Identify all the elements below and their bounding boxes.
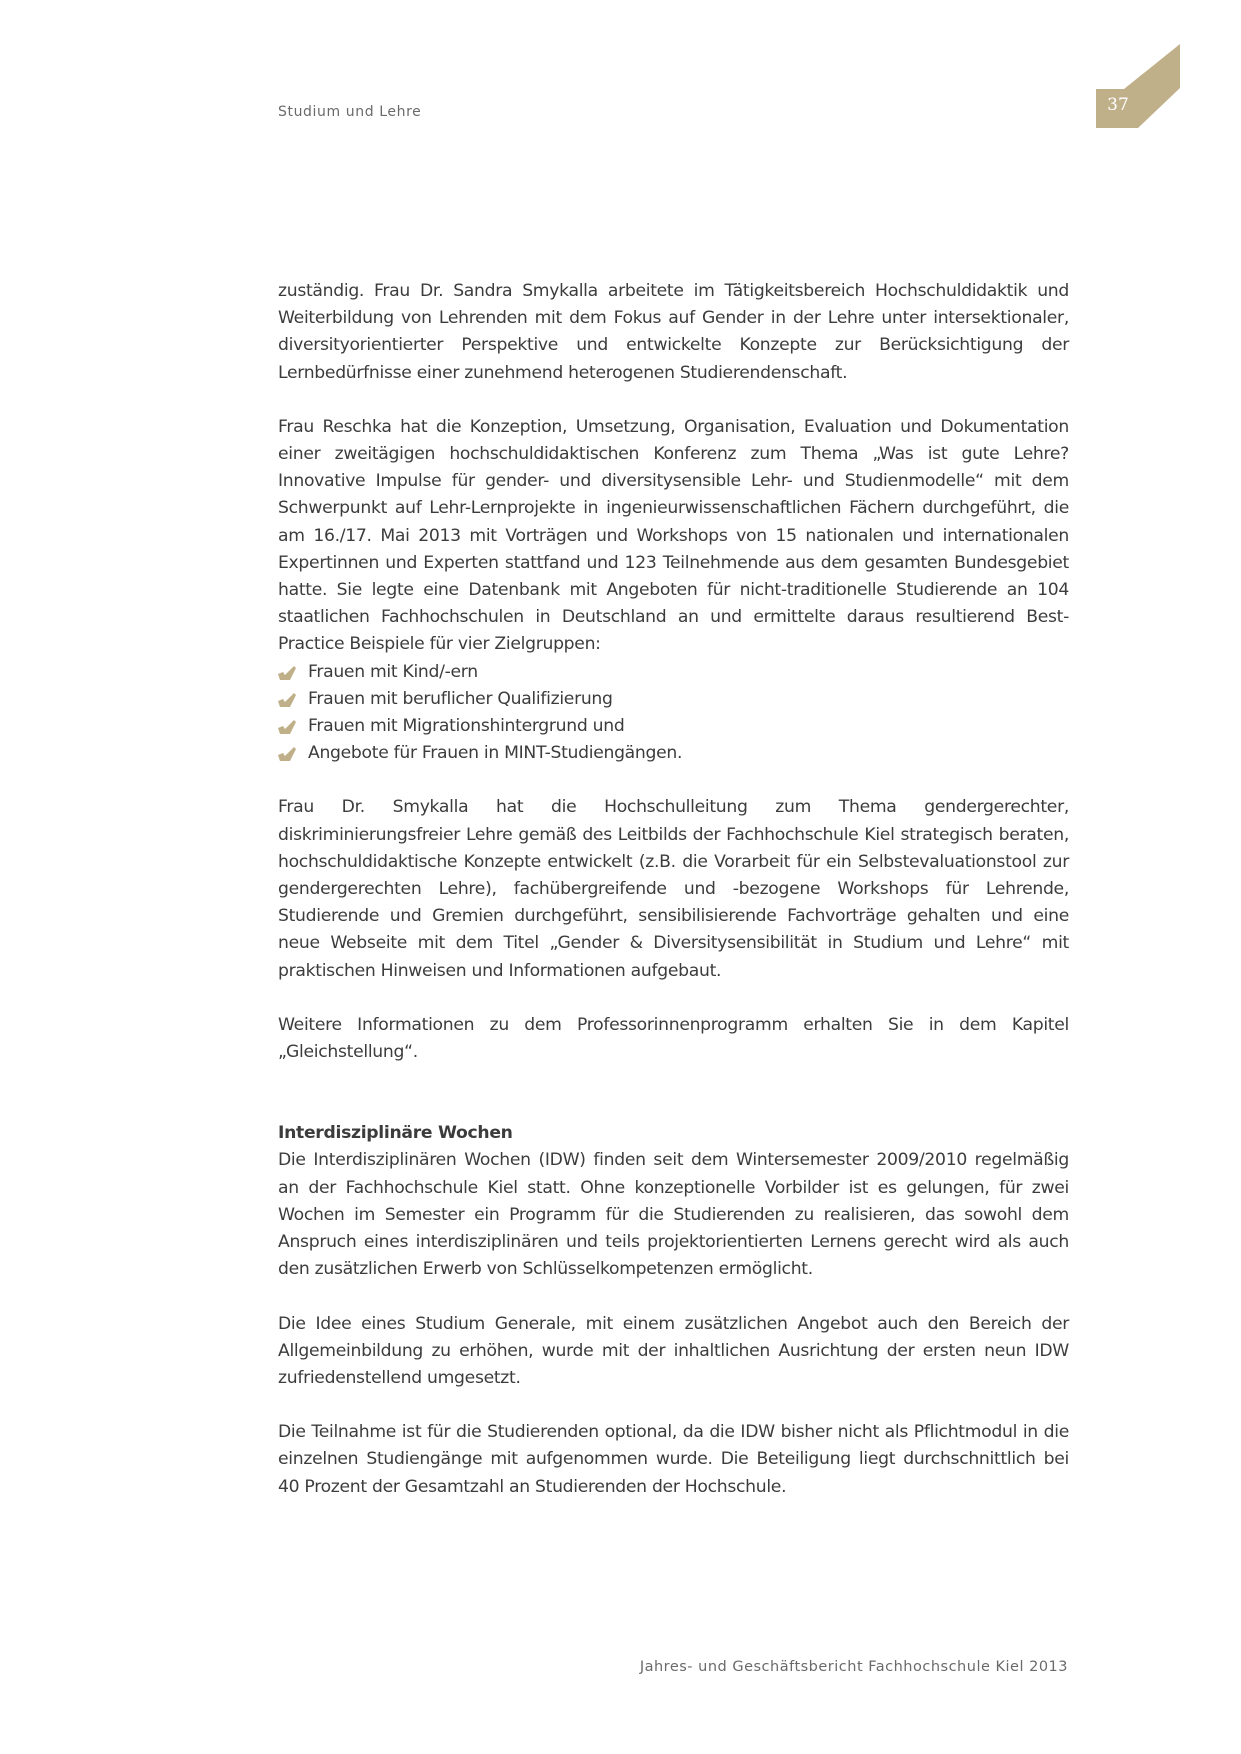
list-item bbox=[278, 713, 1069, 740]
list-item bbox=[278, 659, 1069, 686]
paragraph-2: Frau Reschka hat die Konzeption, Umsetzung, Organisation, Evaluation und Dokumentation einer zweitägigen hochschuldidaktischen Konferenz zum Thema „Was ist gute Lehre? Innovative Impulse für gender- und diversitysensible Lehr- und Studienmodelle“ mit dem Schwerpunkt auf Lehr-Lernprojekte in ingenieurwissenschaftlichen Fächern durchgeführt, die am 16./17. Mai 2013 mit Vorträgen und Workshops von 15 nationalen und internationalen Expertinnen und Experten stattfand und 123 Teilnehmende aus dem gesamten Bundesgebiet hatte. Sie legte eine Datenbank mit Angeboten für nicht-traditionelle Studierende an 104 staatlichen Fachhochschulen in Deutschland an und ermittelte daraus resultierend Best-Practice Beispiele für vier Zielgruppen: bbox=[278, 416, 1069, 655]
list-item-text: Frauen mit Migrationshintergrund und bbox=[308, 716, 625, 737]
list-item bbox=[278, 686, 1069, 713]
check-bullet-icon bbox=[278, 720, 296, 734]
check-bullet-icon bbox=[278, 693, 296, 707]
list-item-text: Frauen mit beruflicher Qualifizierung bbox=[308, 688, 613, 709]
target-group-list bbox=[278, 659, 1069, 768]
paragraph-5: Die Interdisziplinären Wochen (IDW) finden seit dem Wintersemester 2009/2010 regelmäßig an der Fachhochschule Kiel statt. Ohne konzeptionelle Vorbilder ist es gelungen, für zwei Wochen im Semester ein Programm für die Studierenden zu realisieren, das sowohl dem Anspruch eines interdisziplinären und teils projektorientierten Lernens gerecht wird als auch den zusätzlichen Erwerb von Schlüsselkompetenzen ermöglicht. bbox=[278, 1150, 1069, 1280]
paragraph-1: zuständig. Frau Dr. Sandra Smykalla arbeitete im Tätigkeitsbereich Hochschuldidaktik und Weiterbildung von Lehrenden mit dem Fokus auf Gender in der Lehre unter intersektionaler, diversityorientierter Perspektive und entwickelte Konzepte zur Berücksichtigung der Lernbedürfnisse einer zunehmend heterogenen Studierendenschaft. bbox=[278, 281, 1069, 383]
page-corner-shape bbox=[1096, 44, 1180, 128]
section-heading: Interdisziplinäre Wochen bbox=[278, 1123, 513, 1144]
paragraph-7: Die Teilnahme ist für die Studierenden optional, da die IDW bisher nicht als Pflichtmodul in die einzelnen Studiengänge mit aufgenommen wurde. Die Beteiligung liegt durchschnittlich bei 40 Prozent der Gesamtzahl an Studierenden der Hochschule. bbox=[278, 1422, 1069, 1497]
page-number: 37 bbox=[1107, 95, 1129, 115]
running-head-section: Studium und Lehre bbox=[278, 104, 422, 120]
main-content bbox=[278, 278, 1069, 1528]
check-bullet-icon bbox=[278, 747, 296, 761]
check-bullet-icon bbox=[278, 666, 296, 680]
paragraph-3: Frau Dr. Smykalla hat die Hochschulleitung zum Thema gendergerechter, diskriminierungsfreier Lehre gemäß des Leitbilds der Fachhochschule Kiel strategisch beraten, hochschuldidaktische Konzepte entwickelt (z.B. die Vorarbeit für ein Selbstevaluationstool zur gendergerechten Lehre), fachübergreifende und -bezogene Workshops für Lehrende, Studierende und Gremien durchgeführt, sensibilisierende Fachvorträge gehalten und eine neue Webseite mit dem Titel „Gender & Diversitysensibilität in Studium und Lehre“ mit praktischen Hinweisen und Informationen aufgebaut. bbox=[278, 797, 1069, 981]
paragraph-6: Die Idee eines Studium Generale, mit einem zusätzlichen Angebot auch den Bereich der Allgemeinbildung zu erhöhen, wurde mit der inhaltlichen Ausrichtung der ersten neun IDW zufriedenstellend umgesetzt. bbox=[278, 1313, 1069, 1388]
list-item bbox=[278, 740, 1069, 767]
list-item-text: Frauen mit Kind/-ern bbox=[308, 661, 478, 682]
paragraph-4: Weitere Informationen zu dem Professorinnenprogramm erhalten Sie in dem Kapitel „Gleichstellung“. bbox=[278, 1014, 1069, 1063]
footer-publication-title: Jahres- und Geschäftsbericht Fachhochschule Kiel 2013 bbox=[639, 1659, 1068, 1675]
list-item-text: Angebote für Frauen in MINT-Studiengängen. bbox=[308, 743, 683, 764]
page-corner-badge bbox=[1096, 44, 1180, 128]
